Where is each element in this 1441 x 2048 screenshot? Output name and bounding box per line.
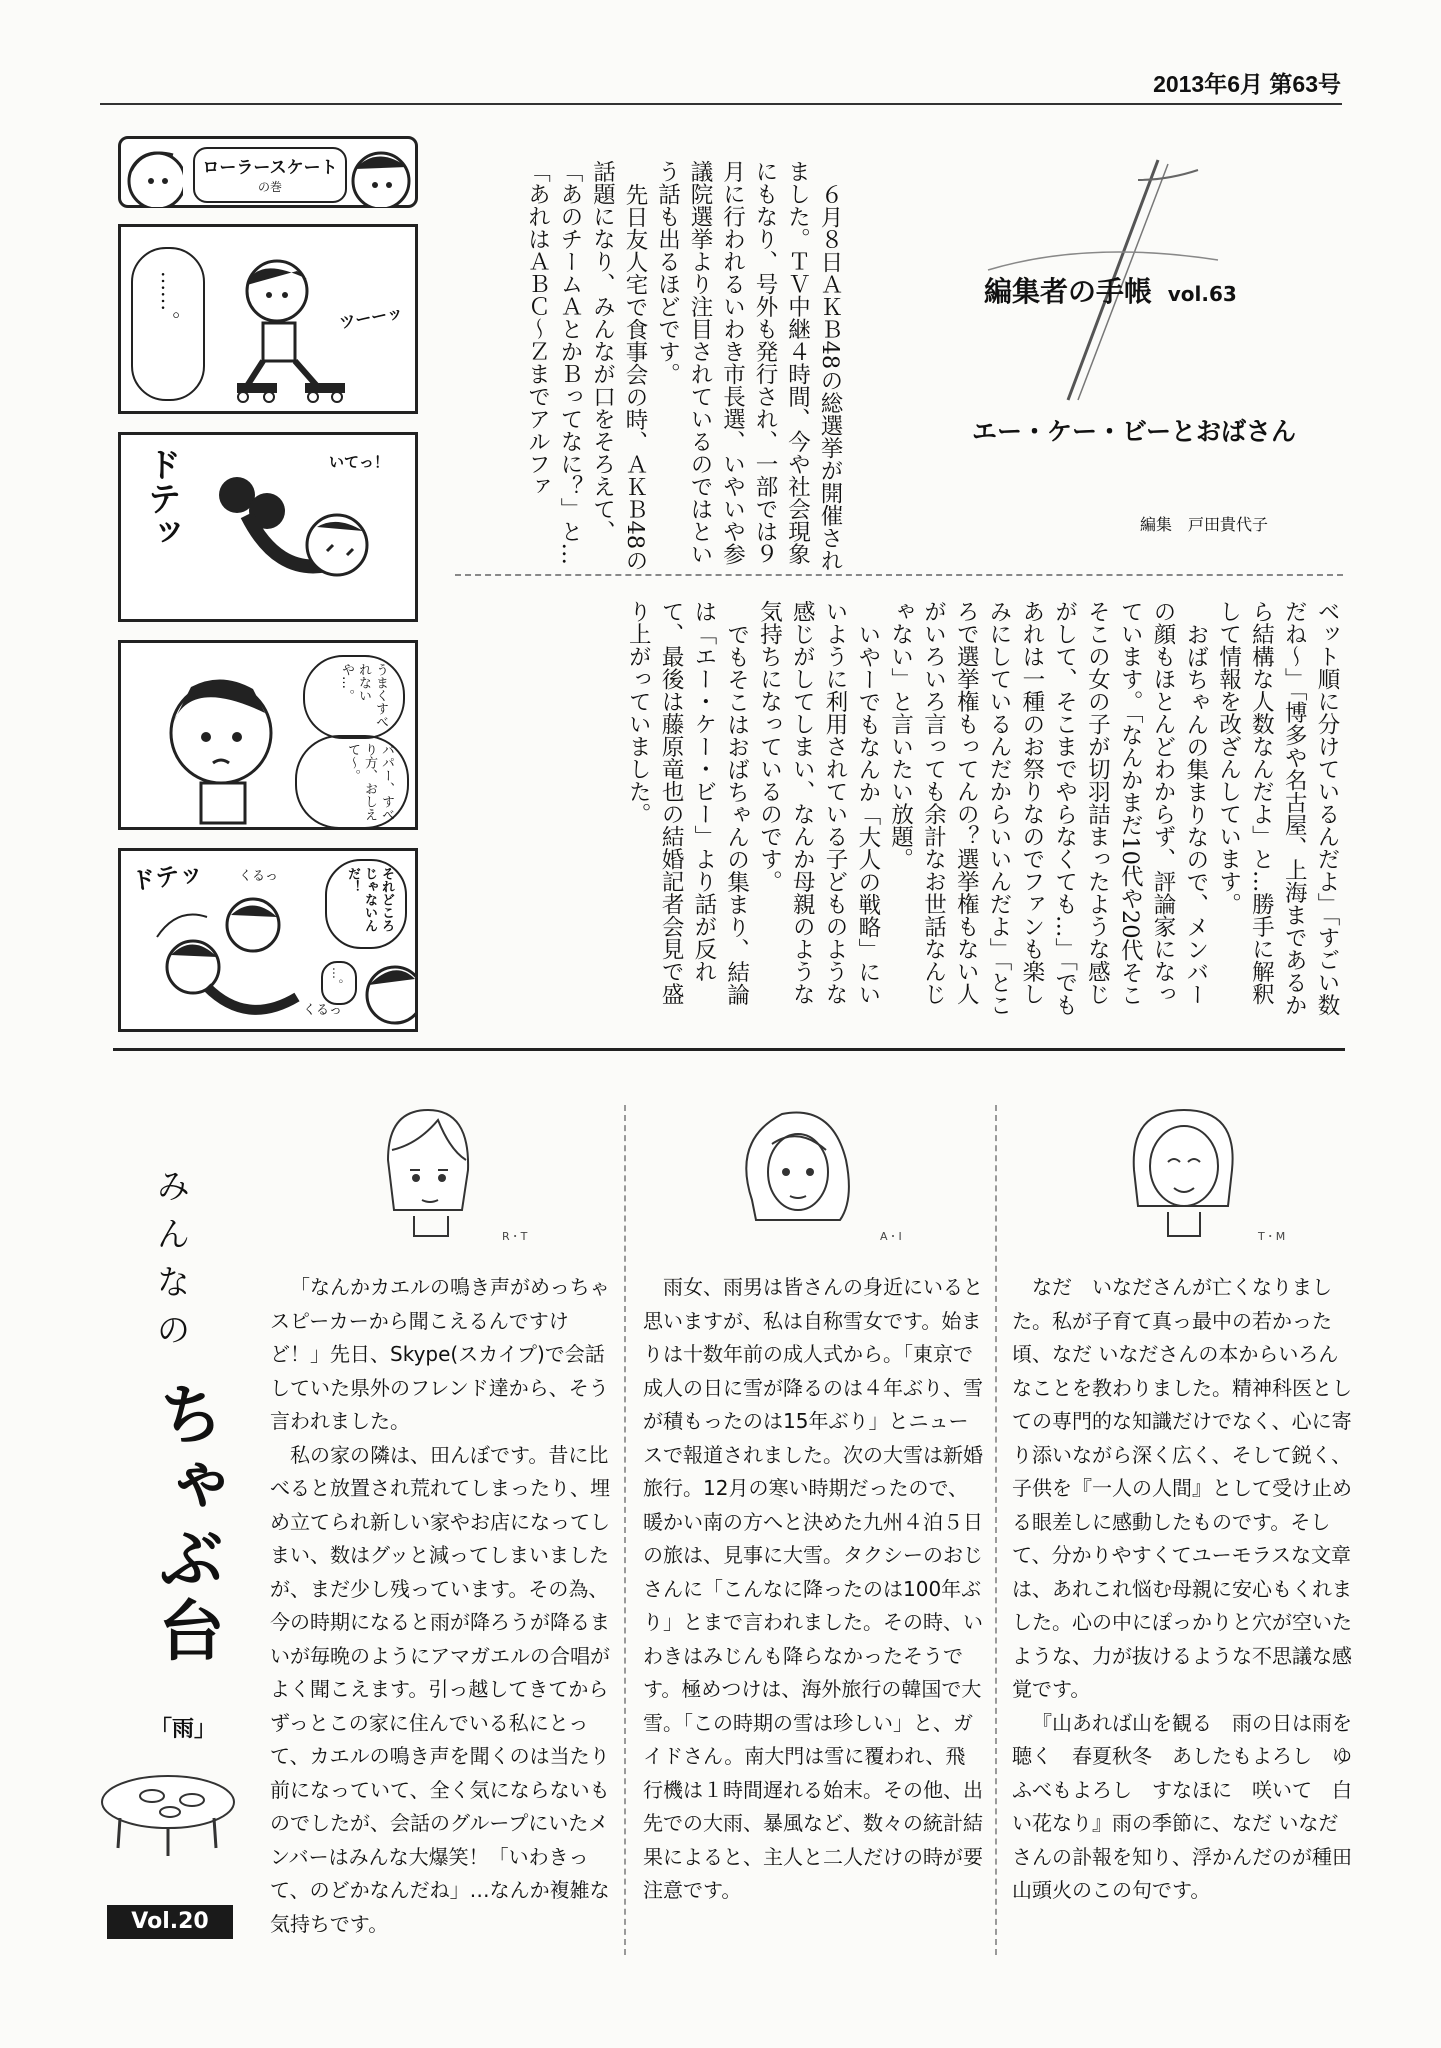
falling-family-icon (137, 877, 317, 1037)
chabudai-table-icon (96, 1752, 246, 1862)
writer-paragraph: 「なんかカエルの鳴き声がめっちゃスピーカーから聞こえるんですけど！」先日、Skype(スカイプ)で会話していた県外のフレンド達から、そう言われました。 (270, 1275, 610, 1433)
comic-ellipsis-text: …。 (330, 967, 344, 991)
speech-child-text: うまくすべれないや…。 (339, 663, 388, 728)
comic-title-box (193, 147, 347, 203)
editor-section-title (984, 270, 1237, 310)
speech-bubble-father (295, 735, 409, 829)
writer-paragraph: なだ いなださんが亡くなりました。私が子育て真っ最中の若かった頃、なだ いなださんの本からいろんなことを教わりました。精神科医としての専門的な知識だけでなく、心に寄り添いながら深く広く、そして鋭く、子供を『一人の人間』として受け止める眼差しに感動したものです。そして、分かりやすくてユーモラスな文章は、あれこれ悩む母親に安心もくれました。心の中にぽっかりと穴が空いたような、力が抜けるような不思議な感覚です。 (1012, 1275, 1352, 1701)
minna-vol-badge: Vol.20 (107, 1905, 233, 1939)
portrait-tm-icon (1118, 1100, 1248, 1250)
comic-panel-4 (118, 640, 418, 830)
editor-paragraph: 先日友人宅で食事会の時、ＡＫＢ48の話題になり、みんなが口をそろえて、「あのチームＡとかＢってなに？」と…「あれはＡＢＣ〜Ｚまでアルファ (524, 160, 648, 572)
header-rule (100, 103, 1342, 105)
writer-initials: T・M (1258, 1230, 1286, 1243)
comic-sfx-fall: ドテッ (141, 447, 181, 549)
editor-paragraph: おばちゃんの集まりなので、メンバーの顔もほとんどわからず、評論家になっています。「なんかまだ10代や20代そこそこの女の子が切羽詰まったような感じがして、そこまでやらなくても…」「でもあれは一種のお祭りなのでファンも楽しみにしているんだからいいんだよ」「ところで選挙権もってんの？選挙権もない人がいろいろ言っても余計なお世話なんじゃない」と言いたい放題。 (887, 600, 1209, 1017)
speech-father-text: パパー、すべり方、おしえて〜。 (345, 743, 394, 821)
editor-divider (455, 574, 1343, 576)
comic-sfx: ツーーッ (337, 302, 405, 333)
comic-face-left-icon (123, 141, 183, 207)
minna-title-small: みんなの (150, 1168, 190, 1360)
portrait-ai-icon (722, 1100, 872, 1250)
comic-speech-bubble (131, 247, 205, 401)
writer-paragraph: 私の家の隣は、田んぼです。昔に比べると放置され荒れてしまったり、埋め立てられ新しい家やお店になってしまい、数はグッと減ってしまいましたが、まだ少し残っています。その為、今の時期になると雨が降ろうが降るまいが毎晩のようにアマガエルの合唱がよく聞こえます。引っ越してきてからずっとこの家に住んでいる私にとって、カエルの鳴き声を聞くのは当たり前になっていて、全く気にならないものでしたが、会話のグループにいたメンバーはみんな大爆笑！「いわきって、のどかなんだね」…なんか複雑な気持ちです。 (270, 1442, 610, 1936)
writer-column-rt (270, 1271, 612, 1941)
comic-ellipsis-bubble (321, 961, 357, 1005)
column-divider-1 (624, 1105, 626, 1955)
observer-face-icon (355, 955, 415, 1035)
column-divider-2 (995, 1105, 997, 1955)
editor-paragraph: でもそこはおばちゃんの集まり、結論は「エー・ケー・ビー」より話が反れて、最後は藤原竜也の結婚記者会見で盛り上がっていました。 (625, 600, 750, 1005)
portrait-rt-icon (358, 1100, 488, 1250)
comic-sfx-fall-2: ドテッ (129, 858, 205, 896)
comic-panel-5 (118, 848, 418, 1032)
comic-sfx-spin: くるっ (239, 869, 279, 884)
writer-paragraph: 雨女、雨男は皆さんの身近にいると思いますが、私は自称雪女です。始まりは十数年前の成人式から。「東京で成人の日に雪が降るのは４年ぶり、雪が積もったのは15年ぶり」とニュースで報道されました。次の大雪は新婚旅行。12月の寒い時期だったので、暖かい南の方へと決めた九州４泊５日の旅は、見事に大雪。タクシーのおじさんに「こんなに降ったのは100年ぶり」とまで言われました。その時、いわきはみじんも降らなかったそうです。極めつけは、海外旅行の韓国で大雪。「この時期の雪は珍しい」と、ガイドさん。南大門は雪に覆われ、飛行機は１時間遅れる始末。その他、出先での大雨、暴風など、数々の統計結果によると、主人と二人だけの時が要注意です。 (643, 1275, 983, 1902)
editor-headline: エー・ケー・ビーとおばさん (972, 417, 1297, 446)
editor-vol: vol.63 (1167, 282, 1237, 306)
minna-theme: 「雨」 (150, 1717, 217, 1742)
comic-subtitle: の巻 (257, 180, 282, 194)
writer-initials: A・I (880, 1230, 902, 1243)
editor-byline: 編集 戸田貴代子 (1140, 515, 1269, 534)
issue-date: 2013年6月 第63号 (1153, 71, 1341, 97)
comic-speech-text: ……。 (157, 271, 181, 331)
minna-title-big: ちゃぶ台 (147, 1380, 224, 1668)
section-rule (113, 1048, 1345, 1051)
comic-title: ローラースケート (202, 158, 338, 178)
editor-paragraph: ６月８日ＡＫＢ48の総選挙が開催されました。ＴＶ中継４時間、今や社会現象にもなり、号外も発行され、一部では９月に行われるいわき市長選、いやいや参議院選挙より注目されているのではという話も出るほどです。 (654, 160, 843, 572)
speech-panel5-text: それどころじゃないんだ！ (345, 867, 394, 932)
writer-initials: R・T (502, 1230, 528, 1243)
comic-exclaim: いてっ！ (328, 453, 389, 471)
editor-paragraph: ベット順に分けているんだよ」「すごい数だね〜」「博多や名古屋、上海まであるから結構な人数なんだよ」と…勝手に解釈して情報を改ざんしています。 (1215, 600, 1340, 1017)
comic-title-panel (118, 136, 418, 208)
speech-bubble-panel5 (325, 859, 407, 949)
comic-sfx-spin-2: くるっ (303, 1003, 343, 1018)
editor-title-text: 編集者の手帳 (984, 275, 1153, 308)
comic-panel-3 (118, 432, 418, 622)
fallen-child-icon (207, 455, 397, 615)
writer-column-tm (1012, 1271, 1356, 1908)
worried-child-icon (161, 663, 291, 833)
editor-column-top (521, 160, 846, 575)
comic-face-right-icon (347, 141, 413, 207)
comic-panel-2 (118, 224, 418, 414)
writer-paragraph: 『山あれば山を観る 雨の日は雨を聴く 春夏秋冬 あしたもよろし ゆふべもよろし すなほに 咲いて 白い花なり』雨の季節に、なだ いなださんの訃報を知り、浮かんだのが種田山頭火のこの句です。 (1012, 1710, 1352, 1902)
editor-paragraph: いやーでもなんか「大人の戦略」にいいように利用されている子どものような感じがしてしまい、なんか母親のような気持ちになっているのです。 (756, 600, 881, 1005)
speech-bubble-child (303, 655, 405, 739)
editor-column-bottom (621, 600, 1343, 1025)
writer-column-ai (643, 1271, 985, 1908)
